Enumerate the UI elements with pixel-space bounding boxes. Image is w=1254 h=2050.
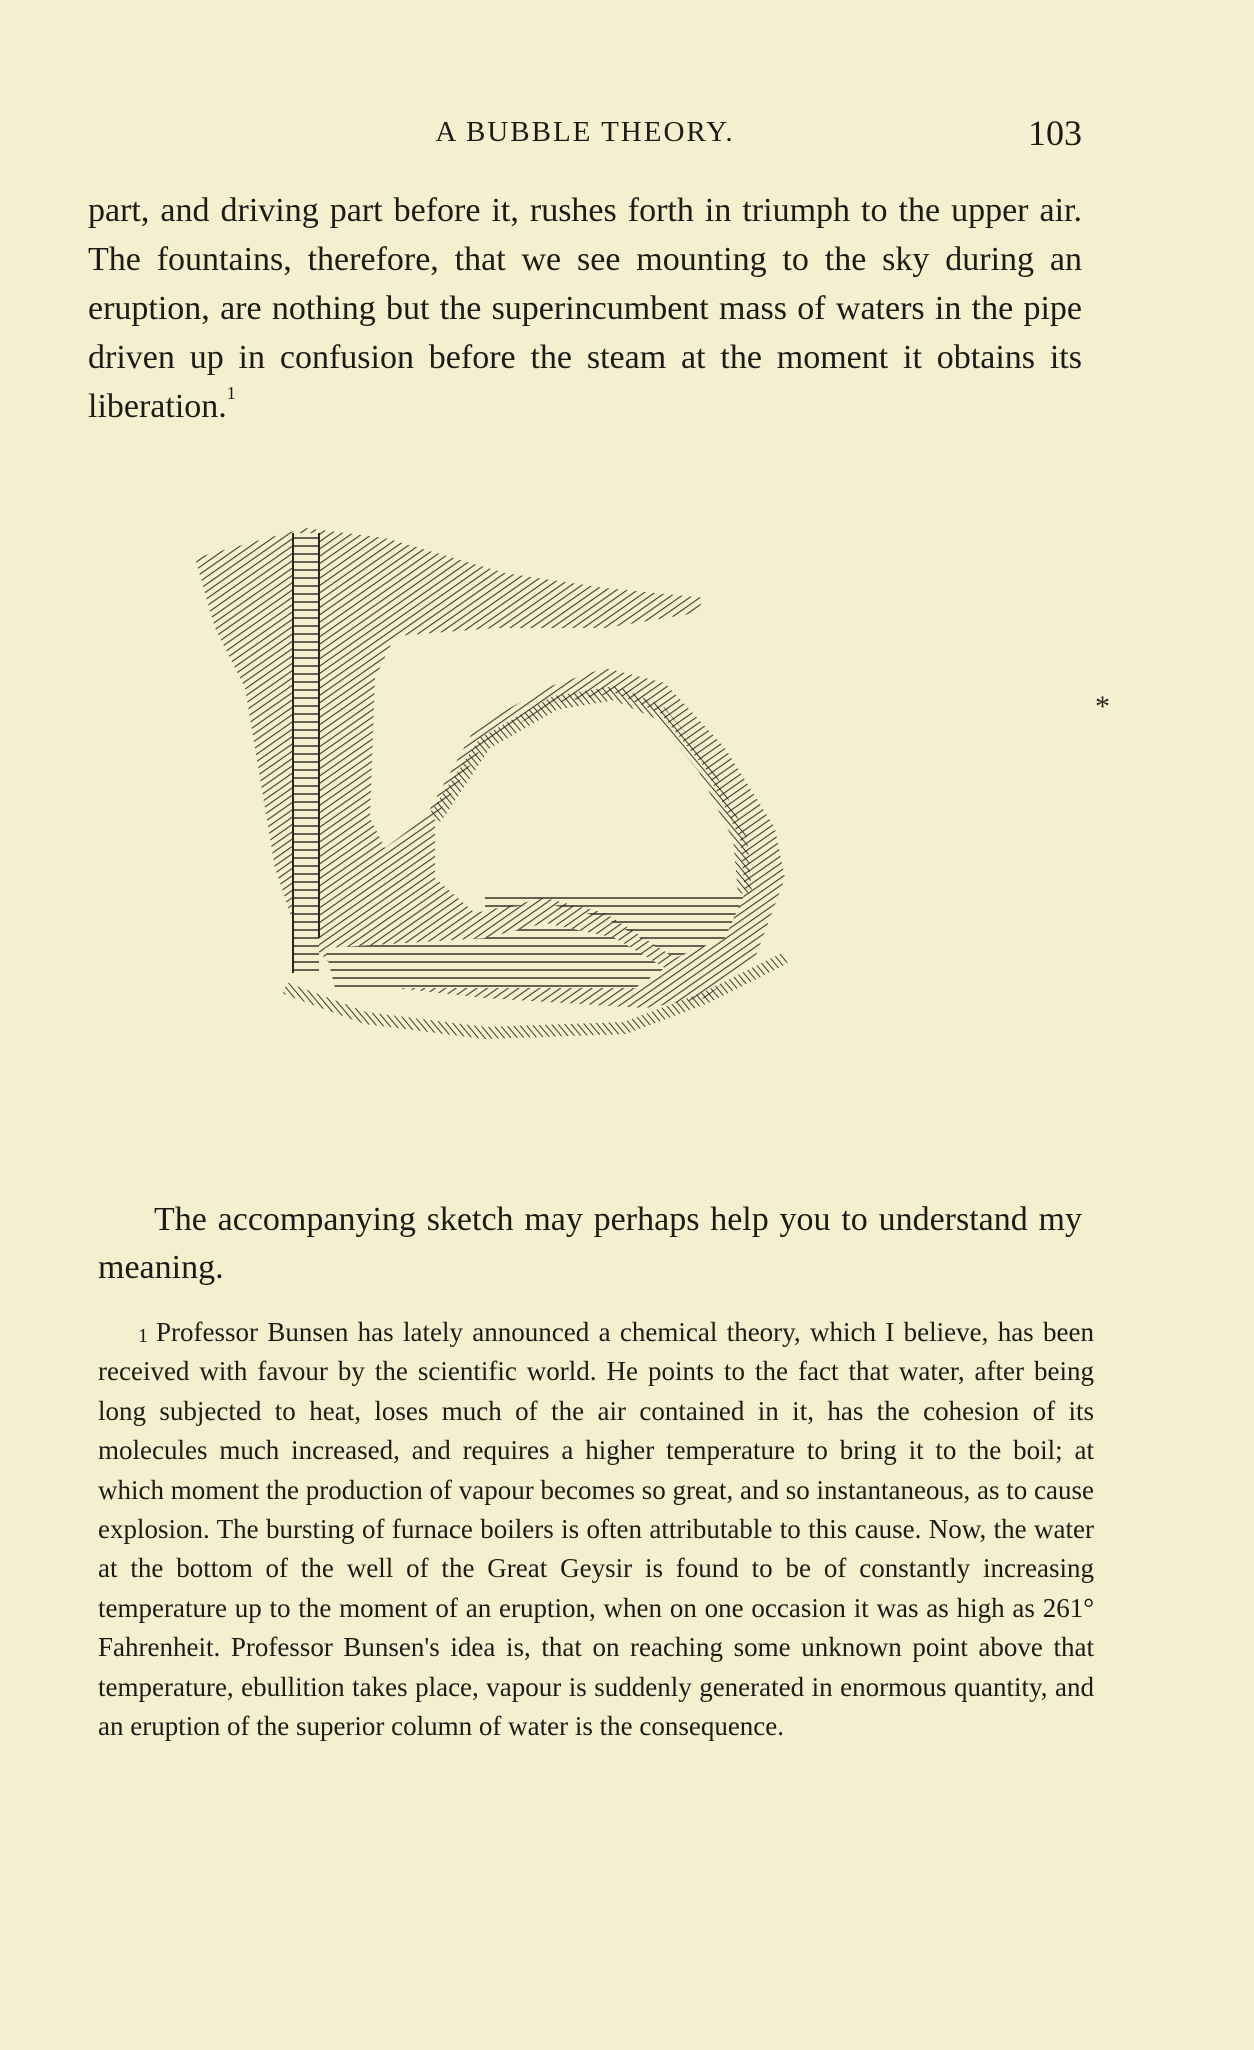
paragraph-text: part, and driving part before it, rushes forth in triumph to the upper air. The fountains, therefore, that we see mounting to the sky during an eruption, are nothing but the superincumbent mass of waters in the pipe driven up in confusion before the steam at the moment it obtains its liberation. [88, 192, 1082, 425]
running-head: A BUBBLE THEORY. [435, 116, 735, 148]
figure-caption: The accompanying sketch may perhaps help you to understand my meaning. [98, 1201, 1082, 1286]
footnote-marker: 1 [138, 1325, 148, 1347]
geyser-engraving [185, 518, 985, 1158]
page-number: 103 [1028, 113, 1082, 153]
footnote-text: Professor Bunsen has lately announced a chemical theory, which I believe, has been received with favour by the scientific world. He points to the fact that water, after being long subjected to heat, loses much of the air contained in it, has the cohesion of its molecules much increased, and requires a higher temperature to bring it to the boil; at which moment the production of vapour becomes so great, and so instantaneous, as to cause explosion. The bursting of furnace boilers is often attributable to this cause. Now, the water at the bottom of the well of the Great Geysir is found to be of constantly increasing temperature up to the moment of an eruption, when on one occasion it was as high as 261° Fahrenheit. Professor Bunsen's idea is, that on reaching some unknown point above that temperature, ebullition takes place, vapour is suddenly generated in enormous quantity, and an eruption of the superior column of water is the consequence. [98, 1317, 1094, 1742]
body-paragraph [88, 186, 1082, 431]
page-header [88, 112, 1082, 162]
footnote-reference: 1 [226, 383, 236, 403]
footnote [98, 1313, 1094, 1746]
geyser-illustration [185, 518, 985, 1158]
asterisk-mark: * [1095, 690, 1110, 723]
